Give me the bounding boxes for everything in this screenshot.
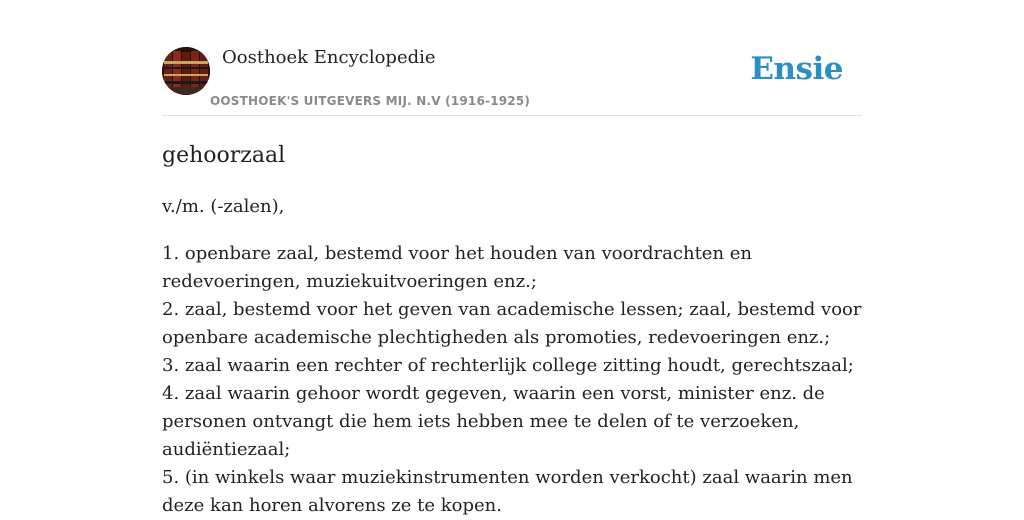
definition-item: 3. zaal waarin een rechter of rechterlijk college zitting houdt, gerechtszaal; bbox=[162, 355, 854, 376]
brand-logo[interactable]: Ensie bbox=[750, 51, 843, 87]
entry-card bbox=[162, 40, 862, 520]
definitions-list bbox=[162, 240, 862, 520]
source-title[interactable]: Oosthoek Encyclopedie bbox=[222, 47, 436, 68]
definition-item: 1. openbare zaal, bestemd voor het houden van voordrachten en redevoeringen, muziekuitvoeringen enz.; bbox=[162, 243, 753, 292]
headword: gehoorzaal bbox=[162, 143, 286, 168]
publisher-label: OOSTHOEK'S UITGEVERS MIJ. N.V (1916-1925) bbox=[210, 94, 531, 108]
source-header bbox=[162, 40, 862, 116]
definition-item: 5. (in winkels waar muziekinstrumenten worden verkocht) zaal waarin men deze kan horen alvorens ze te kopen. bbox=[162, 467, 853, 516]
definition-item: 2. zaal, bestemd voor het geven van academische lessen; zaal, bestemd voor openbare academische plechtigheden als promoties, redevoeringen enz.; bbox=[162, 299, 862, 348]
definition-item: 4. zaal waarin gehoor wordt gegeven, waarin een vorst, minister enz. de personen ontvangt die hem iets hebben mee te delen of te verzoeken, audiëntiezaal; bbox=[162, 383, 825, 460]
book-spines-icon[interactable] bbox=[162, 47, 210, 95]
grammar-info: v./m. (-zalen), bbox=[162, 196, 285, 217]
